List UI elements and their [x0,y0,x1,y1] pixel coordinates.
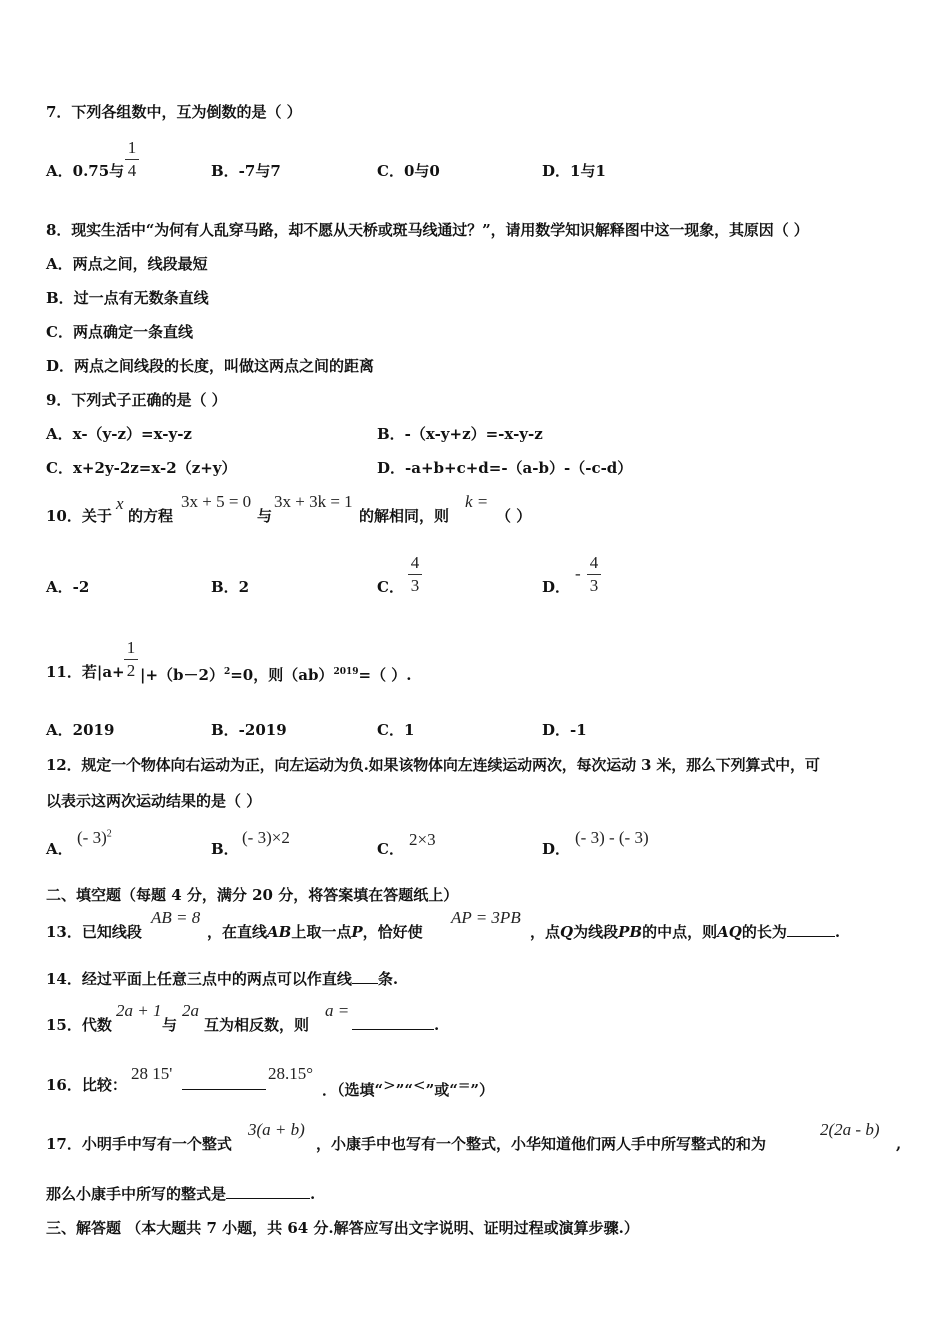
q13-p7: 的中点，则 [642,923,718,941]
q17-label: 17．小明手中写有一个整式 [46,1135,232,1153]
q11-part4: =（ ）. [358,666,412,684]
q15-answer [352,1015,439,1035]
q11-sup-2019: 2019 [333,667,359,677]
q12-stem-line-1: 12．规定一个物体向右运动为正，向左运动为负.如果该物体向左连续运动两次，每次运动 3 米，那么下列算式中，可 [46,756,820,774]
q17-expr-2: 2(2a - b) [820,1120,880,1139]
q13-p4: ，恰好使 [362,923,423,941]
q13-p8: 的长为 [741,923,787,941]
q8-option-d: D．两点之间线段的长度，叫做这两点之间的距离 [46,357,375,375]
q17-text: ，小康手中也写有一个整式，小华知道他们两人手中所写整式的和为 [316,1135,767,1153]
q11-option-c: C．1 [377,721,415,739]
q17-line2-text: 那么小康手中所写的整式是 [46,1185,227,1203]
q11-option-a: A．2019 [46,721,115,739]
q13-p3: 上取一点 [291,923,352,941]
q10-k-equals: k = [465,492,489,511]
q16-answer-blank[interactable] [182,1075,266,1090]
q14-p1: 14．经过平面上任意三点中的两点可以作直线 [46,970,352,988]
q12a-base: (- 3) [77,828,107,847]
section-2-heading: 二、填空题（每题 4 分，满分 20 分，将答案填在答题纸上） [46,886,459,904]
q16-gt: > [383,1076,396,1094]
q12-option-c-expr: 2×3 [409,830,436,849]
q10-option-a: A．-2 [46,578,90,596]
q14-stem [46,969,398,989]
q13-eq-ap: AP = 3PB [451,908,521,927]
q10c-num: 4 [410,553,420,572]
q13-p5: ，点 [530,923,561,941]
q15-text-and: 与 [162,1016,178,1034]
q10-option-d: D． [542,578,571,596]
q10-paren: （ ） [496,507,532,525]
q13-p6: 为线段 [573,923,619,941]
q12-stem-line-2: 以表示这两次运动结果的是（ ） [46,792,262,810]
q12a-sup: 2 [106,828,112,840]
q13-q: Q [560,923,574,941]
q8-stem: 8．现实生活中“为何有人乱穿马路，却不愿从天桥或斑马线通过？”，请用数学知识解释图中这一现象，其原因（ ） [46,221,809,239]
q8-option-c: C．两点确定一条直线 [46,323,193,341]
q11-option-d: D．-1 [542,721,587,739]
q10-equation-2: 3x + 3k = 1 [274,492,353,511]
q15-text-2: 互为相反数，则 [204,1016,310,1034]
q11-frac-den: 2 [126,661,136,680]
q17-expr-1: 3(a + b) [248,1120,305,1139]
q11-fraction [124,638,138,681]
q10-label: 10．关于 [46,507,112,525]
q12-option-d-expr: (- 3) - (- 3) [575,828,649,847]
q17-comma: , [896,1135,902,1153]
q13-pb: PB [618,923,643,941]
q12-option-a-expr [77,828,112,848]
q11-option-b: B．-2019 [211,721,287,739]
q15-label: 15．代数 [46,1016,112,1034]
q7-stem: 7．下列各组数中，互为倒数的是（ ） [46,103,302,121]
section-3-heading: 三、解答题 （本大题共 7 小题，共 64 分.解答应写出文字说明、证明过程或演算步骤.） [46,1219,639,1237]
q17-end: . [310,1185,316,1203]
q8-option-a: A．两点之间，线段最短 [46,255,208,273]
q10-equation-1: 3x + 5 = 0 [181,492,252,511]
q15-expr-3: a = [325,1001,350,1020]
q11-stem-start: 11．若|a+ [46,663,125,681]
q9-option-c: C．x+2y-2z=x-2（z+y） [46,459,237,477]
q16-p4: ”或“ [425,1081,458,1099]
q13-aq: AQ [717,923,742,941]
q12-option-b: B． [211,840,239,858]
q10-option-b: B．2 [211,578,250,596]
q13-label: 13．已知线段 [46,923,142,941]
q12-option-d: D． [542,840,571,858]
q13-p2: ，在直线 [207,923,268,941]
q9-option-a: A．x-（y-z）=x-y-z [46,425,192,443]
q16-p3: ”“ [395,1081,413,1099]
q9-option-b: B．-（x-y+z）=-x-y-z [377,425,543,443]
q10-text-equation: 的方程 [128,507,174,525]
q13-text-1 [207,922,423,942]
q13-p: P [351,923,363,941]
q16-p2: ．（选填“ [322,1081,384,1099]
q16-expr-2: 28.15° [268,1064,314,1083]
q10-option-c-fraction [408,553,422,596]
q16-label: 16．比较： [46,1076,127,1094]
q10-option-d-sign: - [575,564,581,583]
q11-part2: |+（b－2） [140,666,224,684]
q17-line-2 [46,1184,315,1204]
q14-p2: 条. [377,970,399,988]
q15-end: . [434,1016,440,1034]
q7-option-b: B．-7与7 [211,162,281,180]
q15-expr-1: 2a + 1 [116,1001,162,1020]
q10-text-and: 与 [257,507,273,525]
q16-p5: ”） [470,1081,495,1099]
q13-eq-ab: AB = 8 [151,908,201,927]
q13-ab: AB [267,923,292,941]
q10-var-x: x [116,494,124,513]
q7-frac-den: 4 [127,161,137,180]
q10-option-c: C． [377,578,404,596]
q11-frac-num: 1 [126,638,136,657]
q7-option-a: A．0.75与 [46,162,125,180]
q8-option-b: B．过一点有无数条直线 [46,289,209,307]
q11-sup-2: 2 [223,667,231,677]
q12-option-a: A． [46,840,73,858]
q10d-num: 4 [589,553,599,572]
q9-stem: 9．下列式子正确的是（ ） [46,391,227,409]
q17-answer-blank[interactable] [226,1184,310,1199]
q15-expr-2: 2a [182,1001,199,1020]
q10-text-same: 的解相同，则 [359,507,450,525]
q13-answer-blank[interactable] [787,922,835,937]
q9-option-d: D．-a+b+c+d=-（a-b）-（-c-d） [377,459,633,477]
q7-option-c: C．0与0 [377,162,440,180]
q10-option-d-fraction [587,553,601,596]
q16-expr-1: 28 15' [131,1064,173,1083]
q13-end: . [834,923,841,941]
q10d-den: 3 [589,576,599,595]
q16-blank-wrap [182,1075,266,1095]
q16-eq: = [457,1076,471,1094]
q11-stem-middle [140,662,412,685]
q15-answer-blank[interactable] [352,1015,434,1030]
q12-option-b-expr: (- 3)×2 [242,828,290,847]
q13-text-2 [530,922,840,942]
q14-answer-blank[interactable] [352,969,378,984]
q12-option-c: C． [377,840,404,858]
q7-option-d: D．1与1 [542,162,606,180]
q10c-den: 3 [410,576,420,595]
q16-lt: < [412,1076,426,1094]
q7-option-a-fraction [125,138,139,181]
q11-part3: =0，则（ab） [230,666,334,684]
q16-choice-text [322,1075,494,1100]
q7-frac-num: 1 [127,138,137,157]
